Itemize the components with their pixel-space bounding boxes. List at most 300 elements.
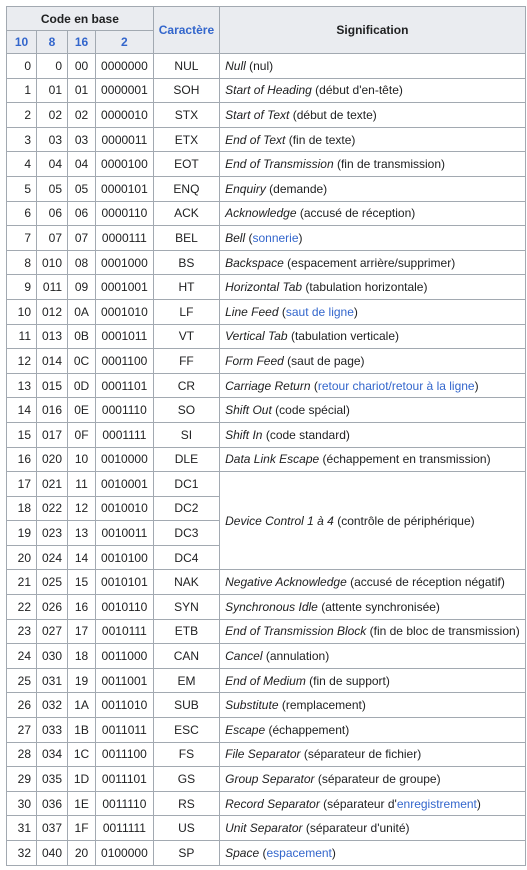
octal-cell: 0 [37, 54, 68, 79]
decimal-cell: 11 [7, 324, 37, 349]
signification-cell [220, 668, 526, 693]
hex-cell: 10 [68, 447, 96, 472]
decimal-cell: 6 [7, 201, 37, 226]
hex-cell: 06 [68, 201, 96, 226]
octal-cell: 03 [37, 127, 68, 152]
wiki-link[interactable]: retour chariot/retour à la ligne [317, 378, 475, 393]
description-text: (nul) [245, 58, 274, 73]
octal-cell: 040 [37, 841, 68, 866]
control-name-text: End of Transmission Block [225, 624, 367, 639]
control-name-text: Start of Text [225, 107, 290, 122]
octal-cell: 016 [37, 398, 68, 423]
signification-cell [220, 127, 526, 152]
signification-cell [220, 103, 526, 128]
signification-cell [220, 226, 526, 251]
header-row-1 [7, 7, 526, 31]
binary-cell: 0001111 [96, 422, 154, 447]
binary-cell: 0001100 [96, 349, 154, 374]
binary-cell: 0011011 [96, 718, 154, 743]
octal-cell: 014 [37, 349, 68, 374]
decimal-cell: 25 [7, 668, 37, 693]
decimal-cell: 15 [7, 422, 37, 447]
decimal-cell: 16 [7, 447, 37, 472]
base-10-header[interactable]: 10 [7, 31, 37, 54]
description-text: (séparateur de fichier) [300, 747, 422, 762]
description-text: ) [353, 304, 358, 319]
table-row [7, 472, 526, 497]
description-text: (code standard) [262, 427, 350, 442]
signification-cell [220, 299, 526, 324]
decimal-cell: 29 [7, 767, 37, 792]
table-row [7, 422, 526, 447]
control-name-text: Group Separator [225, 772, 315, 787]
description-text: (fin de texte) [285, 132, 356, 147]
hex-cell: 0B [68, 324, 96, 349]
control-name-text: End of Text [225, 132, 286, 147]
signification-cell [220, 398, 526, 423]
hex-cell: 01 [68, 78, 96, 103]
hex-cell: 0F [68, 422, 96, 447]
hex-cell: 04 [68, 152, 96, 177]
signification-cell [220, 201, 526, 226]
control-name-text: Space [225, 845, 260, 860]
binary-cell: 0011110 [96, 791, 154, 816]
binary-cell: 0001001 [96, 275, 154, 300]
table-row [7, 152, 526, 177]
table-row [7, 54, 526, 79]
signification-header: Signification [220, 7, 526, 54]
decimal-cell: 19 [7, 521, 37, 546]
binary-cell: 0000001 [96, 78, 154, 103]
decimal-cell: 24 [7, 644, 37, 669]
description-text: (début d'en-tête) [311, 83, 403, 98]
character-cell: FF [153, 349, 219, 374]
hex-cell: 0D [68, 373, 96, 398]
character-cell: RS [153, 791, 219, 816]
control-name-text: Acknowledge [225, 206, 297, 221]
hex-cell: 1D [68, 767, 96, 792]
description-text: (accusé de réception) [296, 206, 416, 221]
octal-cell: 015 [37, 373, 68, 398]
binary-cell: 0011000 [96, 644, 154, 669]
hex-cell: 08 [68, 250, 96, 275]
ascii-control-table [6, 6, 526, 866]
signification-cell [220, 791, 526, 816]
hex-cell: 20 [68, 841, 96, 866]
decimal-cell: 9 [7, 275, 37, 300]
hex-cell: 1B [68, 718, 96, 743]
description-text: (échappement) [265, 722, 350, 737]
octal-cell: 034 [37, 742, 68, 767]
signification-cell [220, 472, 526, 570]
signification-cell [220, 447, 526, 472]
signification-cell [220, 54, 526, 79]
binary-cell: 0011100 [96, 742, 154, 767]
control-name-text: Substitute [225, 698, 279, 713]
table-row [7, 816, 526, 841]
table-body [7, 54, 526, 866]
decimal-cell: 10 [7, 299, 37, 324]
character-cell: SP [153, 841, 219, 866]
control-name-text: Negative Acknowledge [225, 575, 347, 590]
signification-cell [220, 349, 526, 374]
hex-cell: 17 [68, 619, 96, 644]
binary-cell: 0010110 [96, 595, 154, 620]
table-row [7, 324, 526, 349]
description-text: (code spécial) [271, 403, 350, 418]
hex-cell: 02 [68, 103, 96, 128]
table-row [7, 176, 526, 201]
wiki-link[interactable]: saut de ligne [285, 304, 354, 319]
character-cell: ETX [153, 127, 219, 152]
control-name-text: Unit Separator [225, 821, 303, 836]
octal-cell: 04 [37, 152, 68, 177]
octal-cell: 026 [37, 595, 68, 620]
binary-cell: 0001000 [96, 250, 154, 275]
character-cell: ENQ [153, 176, 219, 201]
description-text: (accusé de réception négatif) [346, 575, 505, 590]
decimal-cell: 21 [7, 570, 37, 595]
character-cell: SUB [153, 693, 219, 718]
control-name-text: Vertical Tab [225, 329, 288, 344]
description-text: (attente synchronisée) [317, 599, 440, 614]
binary-cell: 0011111 [96, 816, 154, 841]
decimal-cell: 2 [7, 103, 37, 128]
binary-cell: 0000000 [96, 54, 154, 79]
signification-cell [220, 816, 526, 841]
caractere-header[interactable]: Caractère [153, 7, 219, 54]
table-row [7, 250, 526, 275]
character-cell: LF [153, 299, 219, 324]
decimal-cell: 4 [7, 152, 37, 177]
octal-cell: 036 [37, 791, 68, 816]
character-cell: GS [153, 767, 219, 792]
control-name-text: Backspace [225, 255, 284, 270]
octal-cell: 022 [37, 496, 68, 521]
table-row [7, 103, 526, 128]
description-text: (séparateur d'unité) [302, 821, 410, 836]
character-cell: NUL [153, 54, 219, 79]
octal-cell: 033 [37, 718, 68, 743]
control-name-text: Data Link Escape [225, 452, 320, 467]
decimal-cell: 20 [7, 545, 37, 570]
description-text: (espacement arrière/supprimer) [283, 255, 456, 270]
table-row [7, 742, 526, 767]
description-text: (fin de bloc de transmission) [366, 624, 520, 639]
decimal-cell: 23 [7, 619, 37, 644]
table-row [7, 447, 526, 472]
hex-cell: 07 [68, 226, 96, 251]
hex-cell: 1C [68, 742, 96, 767]
table-row [7, 299, 526, 324]
character-cell: ACK [153, 201, 219, 226]
decimal-cell: 12 [7, 349, 37, 374]
control-name-text: Shift In [225, 427, 263, 442]
character-cell: HT [153, 275, 219, 300]
character-cell: SOH [153, 78, 219, 103]
control-name-text: File Separator [225, 747, 301, 762]
octal-cell: 06 [37, 201, 68, 226]
binary-cell: 0001101 [96, 373, 154, 398]
character-cell: SO [153, 398, 219, 423]
character-cell: EOT [153, 152, 219, 177]
octal-cell: 010 [37, 250, 68, 275]
description-text: ) [474, 378, 479, 393]
table-row [7, 841, 526, 866]
signification-cell [220, 693, 526, 718]
character-cell: BS [153, 250, 219, 275]
signification-cell [220, 373, 526, 398]
character-cell: DC4 [153, 545, 219, 570]
description-text: (fin de support) [305, 673, 390, 688]
decimal-cell: 17 [7, 472, 37, 497]
control-name-text: Bell [225, 230, 246, 245]
character-cell: STX [153, 103, 219, 128]
table-row [7, 693, 526, 718]
decimal-cell: 3 [7, 127, 37, 152]
base-2-header[interactable]: 2 [96, 31, 154, 54]
hex-cell: 11 [68, 472, 96, 497]
signification-cell [220, 595, 526, 620]
signification-cell [220, 422, 526, 447]
octal-cell: 027 [37, 619, 68, 644]
octal-cell: 032 [37, 693, 68, 718]
description-text: (remplacement) [278, 698, 366, 713]
signification-cell [220, 619, 526, 644]
hex-cell: 15 [68, 570, 96, 595]
decimal-cell: 31 [7, 816, 37, 841]
signification-cell [220, 718, 526, 743]
binary-cell: 0010001 [96, 472, 154, 497]
base-8-header[interactable]: 8 [37, 31, 68, 54]
binary-cell: 0000101 [96, 176, 154, 201]
character-cell: DC3 [153, 521, 219, 546]
binary-cell: 0000110 [96, 201, 154, 226]
signification-cell [220, 324, 526, 349]
binary-cell: 0010011 [96, 521, 154, 546]
decimal-cell: 28 [7, 742, 37, 767]
hex-cell: 1A [68, 693, 96, 718]
hex-cell: 1E [68, 791, 96, 816]
binary-cell: 0000100 [96, 152, 154, 177]
code-en-base-header: Code en base [7, 7, 154, 31]
octal-cell: 017 [37, 422, 68, 447]
octal-cell: 011 [37, 275, 68, 300]
table-row [7, 767, 526, 792]
decimal-cell: 13 [7, 373, 37, 398]
binary-cell: 0001011 [96, 324, 154, 349]
table-row [7, 718, 526, 743]
hex-cell: 03 [68, 127, 96, 152]
octal-cell: 035 [37, 767, 68, 792]
octal-cell: 037 [37, 816, 68, 841]
description-text: (séparateur d' [319, 796, 397, 811]
octal-cell: 024 [37, 545, 68, 570]
signification-cell [220, 767, 526, 792]
hex-cell: 0C [68, 349, 96, 374]
control-name-text: Cancel [225, 649, 263, 664]
character-cell: DLE [153, 447, 219, 472]
decimal-cell: 18 [7, 496, 37, 521]
octal-cell: 030 [37, 644, 68, 669]
table-row [7, 226, 526, 251]
hex-cell: 12 [68, 496, 96, 521]
table-row [7, 570, 526, 595]
character-cell: SYN [153, 595, 219, 620]
character-cell: VT [153, 324, 219, 349]
decimal-cell: 1 [7, 78, 37, 103]
binary-cell: 0010111 [96, 619, 154, 644]
octal-cell: 021 [37, 472, 68, 497]
description-text: (contrôle de périphérique) [333, 513, 475, 528]
octal-cell: 031 [37, 668, 68, 693]
signification-cell [220, 78, 526, 103]
decimal-cell: 7 [7, 226, 37, 251]
binary-cell: 0001110 [96, 398, 154, 423]
octal-cell: 02 [37, 103, 68, 128]
description-text: ( [310, 378, 318, 393]
binary-cell: 0010010 [96, 496, 154, 521]
character-cell: US [153, 816, 219, 841]
description-text: (tabulation verticale) [287, 329, 399, 344]
control-name-text: Escape [225, 722, 266, 737]
decimal-cell: 26 [7, 693, 37, 718]
decimal-cell: 27 [7, 718, 37, 743]
table-row [7, 275, 526, 300]
binary-cell: 0011101 [96, 767, 154, 792]
table-row [7, 595, 526, 620]
octal-cell: 01 [37, 78, 68, 103]
binary-cell: 0000011 [96, 127, 154, 152]
hex-cell: 00 [68, 54, 96, 79]
control-name-text: Horizontal Tab [225, 280, 303, 295]
control-name-text: Shift Out [225, 403, 272, 418]
wiki-link[interactable]: enregistrement [396, 796, 477, 811]
signification-cell [220, 250, 526, 275]
hex-cell: 09 [68, 275, 96, 300]
hex-cell: 18 [68, 644, 96, 669]
octal-cell: 05 [37, 176, 68, 201]
signification-cell [220, 275, 526, 300]
hex-cell: 19 [68, 668, 96, 693]
table-row [7, 398, 526, 423]
decimal-cell: 8 [7, 250, 37, 275]
binary-cell: 0010100 [96, 545, 154, 570]
decimal-cell: 22 [7, 595, 37, 620]
character-cell: EM [153, 668, 219, 693]
signification-cell [220, 841, 526, 866]
description-text: ) [476, 796, 481, 811]
signification-cell [220, 644, 526, 669]
table-row [7, 668, 526, 693]
binary-cell: 0010101 [96, 570, 154, 595]
octal-cell: 07 [37, 226, 68, 251]
table-row [7, 78, 526, 103]
table-row [7, 644, 526, 669]
signification-cell [220, 742, 526, 767]
description-text: (fin de transmission) [333, 157, 445, 172]
description-text: (annulation) [262, 649, 330, 664]
base-16-header[interactable]: 16 [68, 31, 96, 54]
control-name-text: End of Transmission [225, 157, 334, 172]
decimal-cell: 32 [7, 841, 37, 866]
binary-cell: 0011010 [96, 693, 154, 718]
hex-cell: 14 [68, 545, 96, 570]
control-name-text: Enquiry [225, 181, 266, 196]
description-text: (échappement en transmission) [319, 452, 491, 467]
octal-cell: 020 [37, 447, 68, 472]
binary-cell: 0001010 [96, 299, 154, 324]
control-name-text: Device Control 1 à 4 [225, 513, 334, 528]
character-cell: ETB [153, 619, 219, 644]
description-text: (saut de page) [283, 353, 365, 368]
binary-cell: 0010000 [96, 447, 154, 472]
signification-cell [220, 152, 526, 177]
character-cell: FS [153, 742, 219, 767]
table-row [7, 201, 526, 226]
hex-cell: 1F [68, 816, 96, 841]
table-row [7, 127, 526, 152]
hex-cell: 05 [68, 176, 96, 201]
table-row [7, 791, 526, 816]
control-name-text: Synchronous Idle [225, 599, 318, 614]
control-name-text: Line Feed [225, 304, 279, 319]
decimal-cell: 5 [7, 176, 37, 201]
character-cell: NAK [153, 570, 219, 595]
description-text: (demande) [265, 181, 328, 196]
description-text: ( [245, 230, 253, 245]
decimal-cell: 0 [7, 54, 37, 79]
binary-cell: 0011001 [96, 668, 154, 693]
table-row [7, 373, 526, 398]
control-name-text: Record Separator [225, 796, 320, 811]
control-name-text: Start of Heading [225, 83, 312, 98]
description-text: ) [298, 230, 303, 245]
character-cell: BEL [153, 226, 219, 251]
wiki-link[interactable]: espacement [266, 845, 332, 860]
description-text: ( [259, 845, 267, 860]
octal-cell: 023 [37, 521, 68, 546]
description-text: (séparateur de groupe) [314, 772, 441, 787]
description-text: ) [331, 845, 336, 860]
signification-cell [220, 570, 526, 595]
binary-cell: 0100000 [96, 841, 154, 866]
character-cell: DC2 [153, 496, 219, 521]
binary-cell: 0000111 [96, 226, 154, 251]
hex-cell: 13 [68, 521, 96, 546]
decimal-cell: 14 [7, 398, 37, 423]
wiki-link[interactable]: sonnerie [252, 230, 299, 245]
table-row [7, 349, 526, 374]
binary-cell: 0000010 [96, 103, 154, 128]
character-cell: ESC [153, 718, 219, 743]
hex-cell: 16 [68, 595, 96, 620]
table-row [7, 619, 526, 644]
character-cell: CAN [153, 644, 219, 669]
character-cell: DC1 [153, 472, 219, 497]
decimal-cell: 30 [7, 791, 37, 816]
character-cell: CR [153, 373, 219, 398]
description-text: ( [278, 304, 286, 319]
hex-cell: 0A [68, 299, 96, 324]
octal-cell: 013 [37, 324, 68, 349]
signification-cell [220, 176, 526, 201]
character-cell: SI [153, 422, 219, 447]
control-name-text: End of Medium [225, 673, 306, 688]
control-name-text: Null [225, 58, 246, 73]
description-text: (début de texte) [289, 107, 377, 122]
hex-cell: 0E [68, 398, 96, 423]
